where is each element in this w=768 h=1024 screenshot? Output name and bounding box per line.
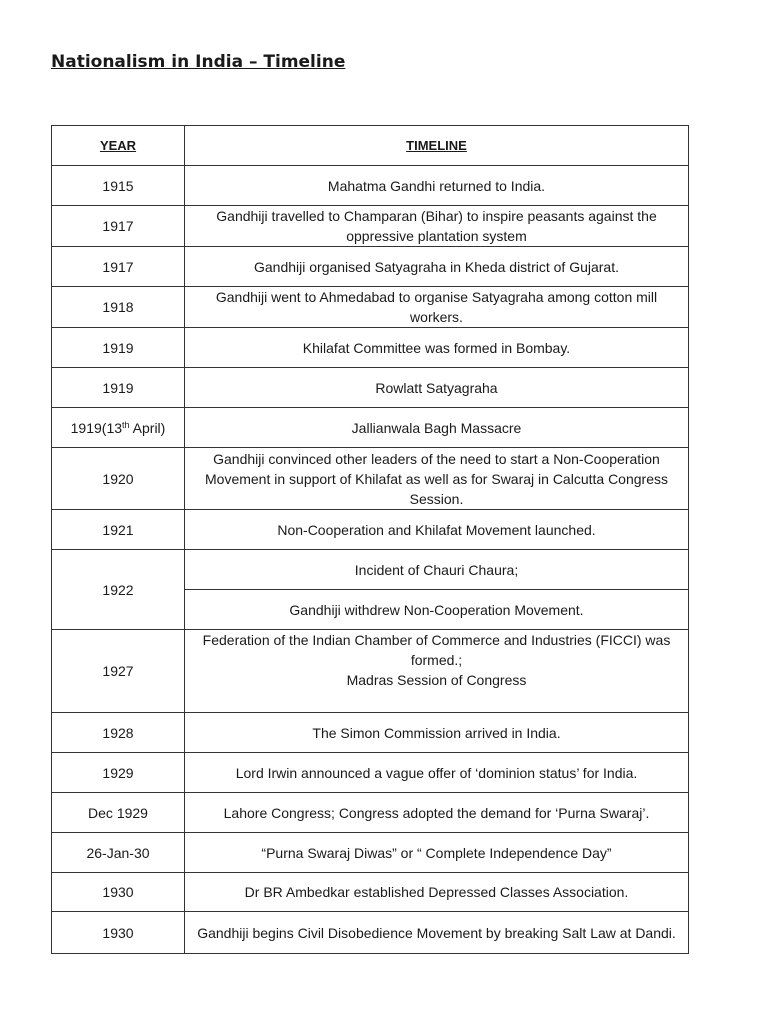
table-row [52, 912, 689, 954]
timeline-column-header: TIMELINE [185, 126, 689, 166]
year-cell: 1929 [52, 753, 185, 793]
event-cell: Jallianwala Bagh Massacre [185, 408, 689, 448]
event-cell: Gandhiji withdrew Non-Cooperation Movement. [185, 590, 689, 630]
year-cell: 1922 [52, 550, 185, 630]
table-row [52, 550, 689, 590]
event-cell: Rowlatt Satyagraha [185, 368, 689, 408]
event-cell: Dr BR Ambedkar established Depressed Classes Association. [185, 873, 689, 912]
event-cell: Khilafat Committee was formed in Bombay. [185, 328, 689, 368]
event-line: Federation of the Indian Chamber of Commerce and Industries (FICCI) was formed.; [202, 632, 671, 668]
event-cell: Gandhiji travelled to Champaran (Bihar) to inspire peasants against the oppressive plantation system [185, 206, 689, 247]
event-cell: Non-Cooperation and Khilafat Movement launched. [185, 510, 689, 550]
year-cell: 1928 [52, 713, 185, 753]
year-cell: 1917 [52, 247, 185, 287]
year-cell: 1918 [52, 287, 185, 328]
table-row [52, 873, 689, 912]
table-row [52, 166, 689, 206]
year-cell: 1917 [52, 206, 185, 247]
year-cell [52, 408, 185, 448]
timeline-table [51, 125, 689, 954]
event-cell [185, 630, 689, 713]
table-row [52, 833, 689, 873]
year-ordinal: th [122, 419, 130, 430]
event-cell: Gandhiji begins Civil Disobedience Movement by breaking Salt Law at Dandi. [185, 912, 689, 954]
year-cell: Dec 1929 [52, 793, 185, 833]
event-cell: “Purna Swaraj Diwas” or “ Complete Independence Day” [185, 833, 689, 873]
table-row [52, 793, 689, 833]
table-row [52, 753, 689, 793]
year-cell: 1930 [52, 912, 185, 954]
year-cell: 1920 [52, 448, 185, 510]
table-row [52, 247, 689, 287]
table-row [52, 206, 689, 247]
table-row [52, 368, 689, 408]
year-suffix: April) [129, 419, 166, 436]
table-row [52, 408, 689, 448]
year-cell: 1930 [52, 873, 185, 912]
year-cell: 26-Jan-30 [52, 833, 185, 873]
event-cell: The Simon Commission arrived in India. [185, 713, 689, 753]
event-cell: Gandhiji organised Satyagraha in Kheda district of Gujarat. [185, 247, 689, 287]
header-row [52, 126, 689, 166]
year-column-header: YEAR [52, 126, 185, 166]
event-line: Madras Session of Congress [346, 672, 527, 688]
year-cell: 1919 [52, 368, 185, 408]
year-cell: 1919 [52, 328, 185, 368]
year-cell: 1915 [52, 166, 185, 206]
event-cell: Gandhiji convinced other leaders of the need to start a Non-Cooperation Movement in support of Khilafat as well as for Swaraj in Calcutta Congress Session. [185, 448, 689, 510]
table-row [52, 287, 689, 328]
event-cell: Lahore Congress; Congress adopted the demand for ‘Purna Swaraj’. [185, 793, 689, 833]
event-cell: Mahatma Gandhi returned to India. [185, 166, 689, 206]
year-cell: 1921 [52, 510, 185, 550]
document-title: Nationalism in India – Timeline [51, 52, 346, 72]
event-cell: Incident of Chauri Chaura; [185, 550, 689, 590]
event-cell: Lord Irwin announced a vague offer of ‘dominion status’ for India. [185, 753, 689, 793]
table-row [52, 448, 689, 510]
event-cell: Gandhiji went to Ahmedabad to organise Satyagraha among cotton mill workers. [185, 287, 689, 328]
table-row [52, 328, 689, 368]
year-cell: 1927 [52, 630, 185, 713]
year-text: 1919(13 [70, 419, 123, 436]
table-row [52, 630, 689, 713]
table-row [52, 713, 689, 753]
table-row [52, 510, 689, 550]
